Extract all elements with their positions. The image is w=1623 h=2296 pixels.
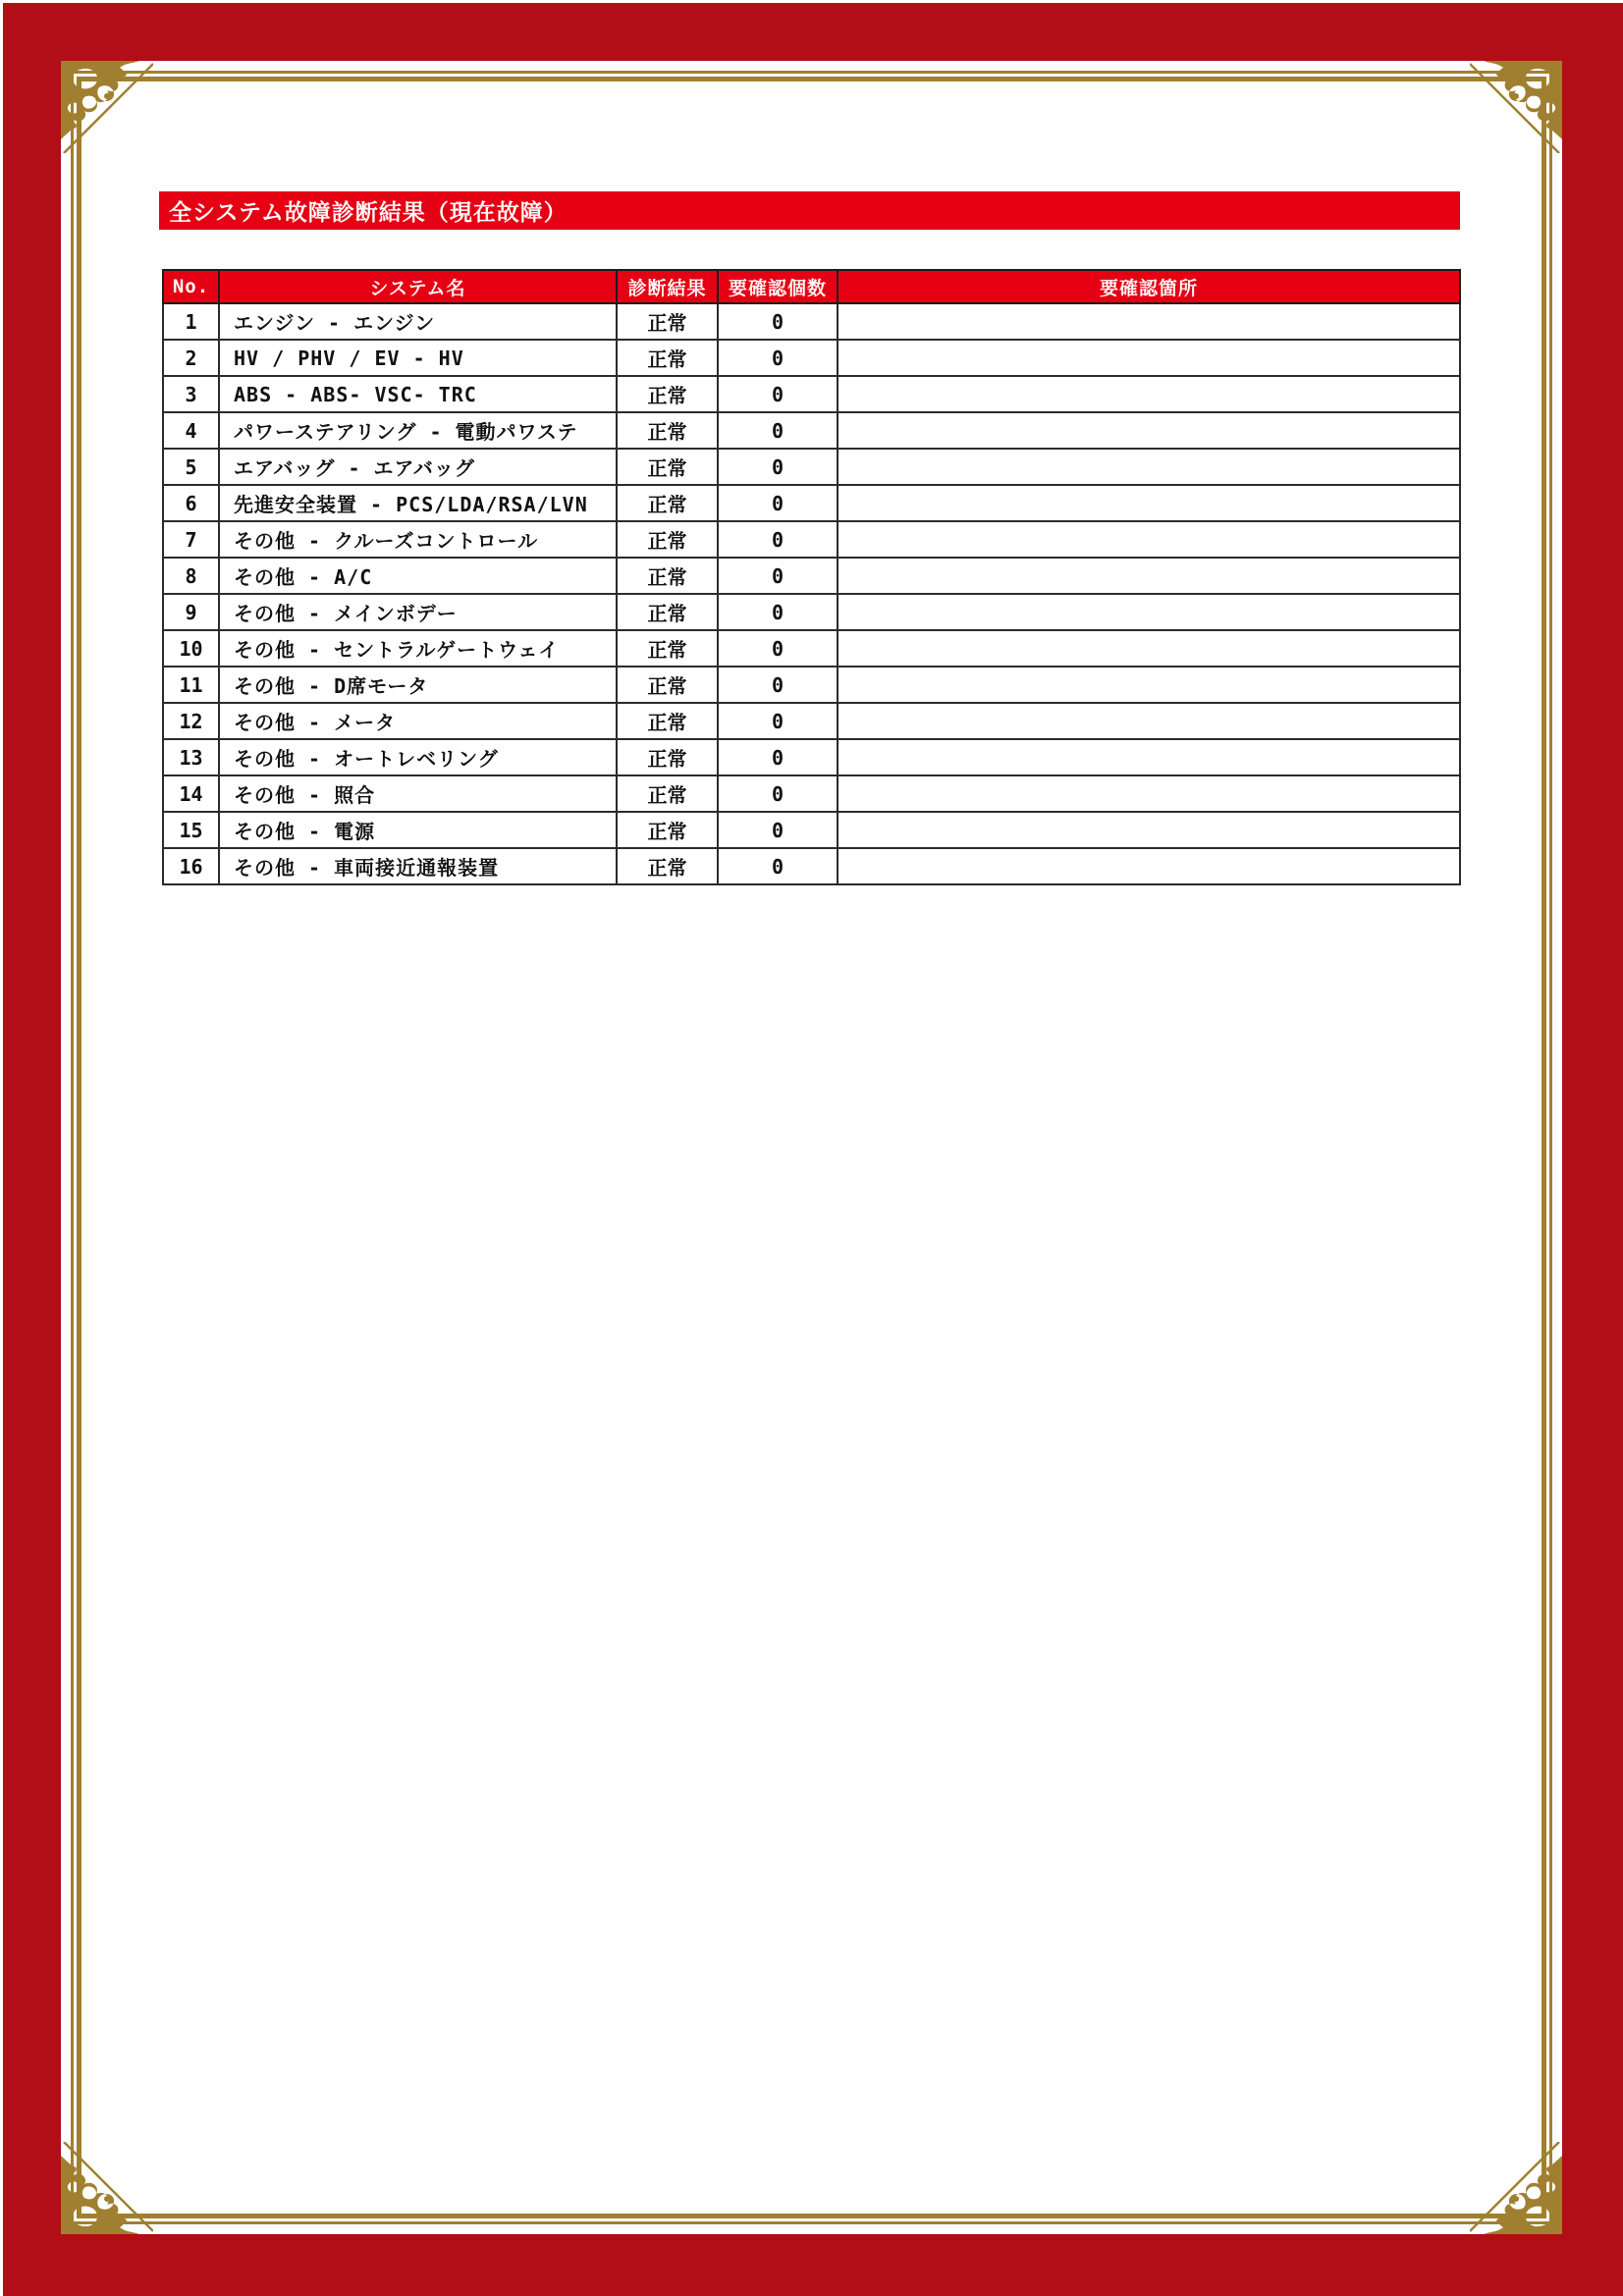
- cell-system: ABS - ABS- VSC- TRC: [219, 376, 617, 412]
- cell-no: 11: [163, 667, 219, 703]
- table-row: [163, 340, 1460, 376]
- cell-system: その他 - メータ: [219, 703, 617, 739]
- cell-result: 正常: [617, 594, 718, 630]
- table-row: [163, 558, 1460, 594]
- cell-result: 正常: [617, 739, 718, 775]
- cell-system: その他 - 電源: [219, 812, 617, 848]
- cell-system: HV / PHV / EV - HV: [219, 340, 617, 376]
- cell-locations: [838, 594, 1460, 630]
- cell-system: その他 - 車両接近通報装置: [219, 848, 617, 884]
- diagnosis-table-header: [163, 270, 1460, 303]
- cell-result: 正常: [617, 558, 718, 594]
- cell-system: エンジン - エンジン: [219, 303, 617, 340]
- cell-no: 8: [163, 558, 219, 594]
- corner-ornament-icon: [1470, 61, 1562, 153]
- table-row: [163, 376, 1460, 412]
- cell-count: 0: [718, 848, 838, 884]
- cell-result: 正常: [617, 848, 718, 884]
- table-row: [163, 412, 1460, 449]
- table-row: [163, 703, 1460, 739]
- col-header-result: 診断結果: [617, 270, 718, 303]
- cell-count: 0: [718, 703, 838, 739]
- col-header-system: システム名: [219, 270, 617, 303]
- cell-no: 10: [163, 630, 219, 667]
- table-row: [163, 485, 1460, 521]
- cell-result: 正常: [617, 812, 718, 848]
- cell-result: 正常: [617, 303, 718, 340]
- cell-no: 12: [163, 703, 219, 739]
- cell-no: 9: [163, 594, 219, 630]
- col-header-locations: 要確認箇所: [838, 270, 1460, 303]
- cell-count: 0: [718, 594, 838, 630]
- cell-count: 0: [718, 340, 838, 376]
- cell-system: その他 - オートレベリング: [219, 739, 617, 775]
- cell-system: パワーステアリング - 電動パワステ: [219, 412, 617, 449]
- cell-locations: [838, 630, 1460, 667]
- cell-count: 0: [718, 412, 838, 449]
- cell-locations: [838, 521, 1460, 558]
- cell-system: 先進安全装置 - PCS/LDA/RSA/LVN: [219, 485, 617, 521]
- cell-no: 6: [163, 485, 219, 521]
- cell-count: 0: [718, 449, 838, 485]
- section-title-bar: [159, 191, 1460, 230]
- cell-count: 0: [718, 667, 838, 703]
- cell-no: 14: [163, 775, 219, 812]
- cell-locations: [838, 376, 1460, 412]
- cell-count: 0: [718, 775, 838, 812]
- cell-no: 13: [163, 739, 219, 775]
- table-row: [163, 594, 1460, 630]
- table-row: [163, 739, 1460, 775]
- cell-result: 正常: [617, 703, 718, 739]
- corner-ornament-icon: [1470, 2142, 1562, 2234]
- table-row: [163, 812, 1460, 848]
- cell-locations: [838, 412, 1460, 449]
- table-row: [163, 667, 1460, 703]
- cell-locations: [838, 449, 1460, 485]
- cell-locations: [838, 775, 1460, 812]
- cell-no: 16: [163, 848, 219, 884]
- cell-system: その他 - クルーズコントロール: [219, 521, 617, 558]
- cell-system: エアバッグ - エアバッグ: [219, 449, 617, 485]
- cell-result: 正常: [617, 521, 718, 558]
- diagnosis-table-body: [163, 303, 1460, 884]
- cell-count: 0: [718, 376, 838, 412]
- cell-locations: [838, 739, 1460, 775]
- cell-result: 正常: [617, 376, 718, 412]
- cell-result: 正常: [617, 449, 718, 485]
- cell-count: 0: [718, 521, 838, 558]
- corner-ornament-icon: [61, 2142, 153, 2234]
- cell-result: 正常: [617, 630, 718, 667]
- cell-result: 正常: [617, 485, 718, 521]
- corner-ornament-icon: [61, 61, 153, 153]
- cell-count: 0: [718, 558, 838, 594]
- cell-locations: [838, 303, 1460, 340]
- cell-count: 0: [718, 485, 838, 521]
- table-row: [163, 521, 1460, 558]
- cell-count: 0: [718, 739, 838, 775]
- section-title: 全システム故障診断結果（現在故障）: [169, 200, 568, 226]
- cell-system: その他 - A/C: [219, 558, 617, 594]
- header-row: [163, 270, 1460, 303]
- table-row: [163, 848, 1460, 884]
- cell-result: 正常: [617, 340, 718, 376]
- table-row: [163, 449, 1460, 485]
- cell-count: 0: [718, 630, 838, 667]
- diagnosis-table: [162, 269, 1461, 885]
- cell-no: 4: [163, 412, 219, 449]
- table-row: [163, 630, 1460, 667]
- table-row: [163, 303, 1460, 340]
- cell-locations: [838, 667, 1460, 703]
- col-header-count: 要確認個数: [718, 270, 838, 303]
- cell-count: 0: [718, 303, 838, 340]
- cell-locations: [838, 340, 1460, 376]
- cell-locations: [838, 848, 1460, 884]
- cell-no: 15: [163, 812, 219, 848]
- cell-result: 正常: [617, 412, 718, 449]
- cell-no: 1: [163, 303, 219, 340]
- cell-locations: [838, 812, 1460, 848]
- cell-no: 3: [163, 376, 219, 412]
- cell-result: 正常: [617, 667, 718, 703]
- cell-no: 2: [163, 340, 219, 376]
- cell-system: その他 - D席モータ: [219, 667, 617, 703]
- table-row: [163, 775, 1460, 812]
- col-header-no: No.: [163, 270, 219, 303]
- cell-no: 7: [163, 521, 219, 558]
- cell-locations: [838, 485, 1460, 521]
- cell-locations: [838, 558, 1460, 594]
- cell-system: その他 - メインボデー: [219, 594, 617, 630]
- cell-count: 0: [718, 812, 838, 848]
- cell-locations: [838, 703, 1460, 739]
- cell-system: その他 - セントラルゲートウェイ: [219, 630, 617, 667]
- cell-result: 正常: [617, 775, 718, 812]
- cell-no: 5: [163, 449, 219, 485]
- cell-system: その他 - 照合: [219, 775, 617, 812]
